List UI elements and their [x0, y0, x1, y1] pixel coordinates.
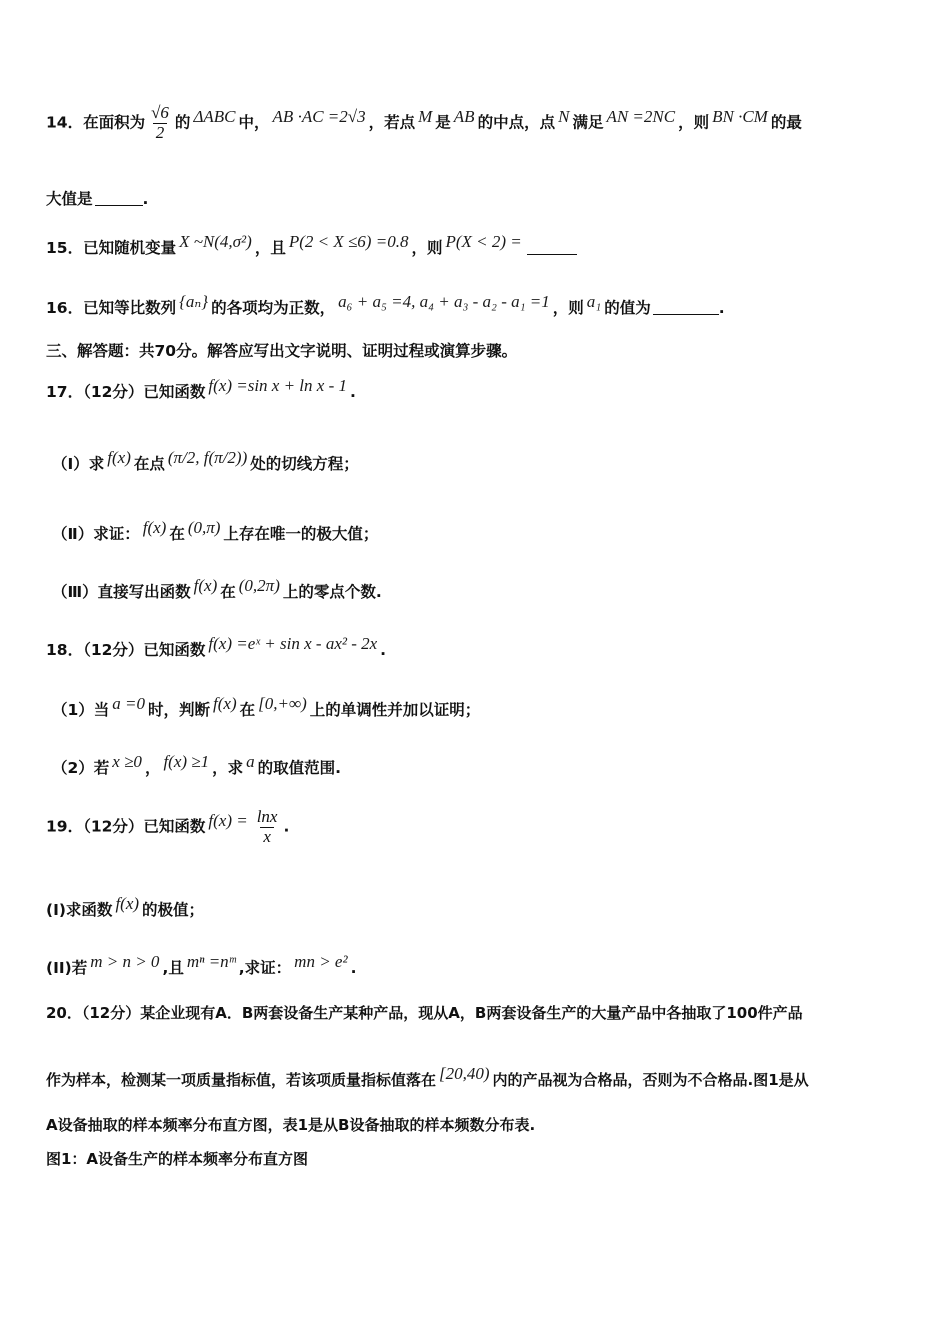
- text: （Ⅱ）求证：: [52, 525, 140, 543]
- figure-caption: 图1：A设备生产的样本频率分布直方图: [46, 1150, 309, 1168]
- q19-stem: [46, 808, 910, 846]
- text: 20．（12分）某企业现有A．B两套设备生产某种产品，现从A，B两套设备生产的大量产品中各抽取了100件产品: [46, 1004, 803, 1022]
- text: 内的产品视为合格品，否则为不合格品.图1是从: [492, 1071, 809, 1089]
- text: 19．（12分）已知函数: [46, 817, 206, 836]
- math: AB: [453, 106, 475, 126]
- q17-part2: [52, 518, 910, 544]
- math: (0,2π): [238, 576, 280, 595]
- math: f(x): [193, 576, 218, 595]
- math: AN =2NC: [606, 106, 676, 126]
- math: f(x): [107, 448, 131, 467]
- math: ΔABC: [193, 106, 236, 126]
- math: P(2 < X ≤6) =0.8: [288, 232, 409, 251]
- math: mn > e²: [294, 952, 348, 971]
- q20-line2: [46, 1064, 910, 1089]
- text: 的中点，点: [477, 113, 556, 132]
- text: .: [142, 190, 149, 208]
- text: (I)求函数: [46, 901, 113, 919]
- text: 上的单调性并加以证明；: [309, 701, 481, 719]
- text: ，求: [212, 759, 244, 777]
- text: 时，判断: [148, 701, 211, 719]
- q17-part3: [52, 576, 910, 602]
- text: ，则: [552, 299, 584, 317]
- math: f(x): [115, 894, 140, 913]
- text: 上的零点个数.: [282, 583, 382, 601]
- math: [0,+∞): [258, 694, 307, 713]
- text: ，且: [254, 239, 286, 257]
- text: 的最: [770, 113, 802, 132]
- q14-fraction: [148, 104, 172, 142]
- text: ，则: [411, 239, 443, 257]
- text: .: [283, 817, 290, 836]
- q19-fraction: [254, 808, 281, 846]
- text: 作为样本，检测某一项质量指标值，若该项质量指标值落在: [46, 1071, 437, 1089]
- math: N: [558, 106, 570, 126]
- text: （1）当: [52, 701, 110, 719]
- text: .: [380, 641, 387, 659]
- text: 大值是: [46, 190, 93, 208]
- answer-blank[interactable]: [653, 299, 719, 315]
- text: ，: [144, 759, 161, 777]
- math: (0,π): [187, 518, 221, 537]
- text: 在点: [133, 455, 165, 473]
- math: f(x): [213, 694, 237, 713]
- q14-line2: [46, 190, 910, 209]
- q20-line3: [46, 1116, 910, 1134]
- text: 处的切线方程；: [250, 455, 359, 473]
- text: 的取值范围.: [257, 759, 342, 777]
- fraction-numerator: lnx: [256, 807, 278, 826]
- q16-line: [46, 292, 910, 318]
- text: 的: [174, 113, 191, 132]
- q15-line: [46, 232, 910, 258]
- text: .: [350, 959, 357, 977]
- answer-blank[interactable]: [95, 190, 143, 206]
- fraction-denominator: 2: [153, 123, 168, 143]
- math: (π/2, f(π/2)): [167, 448, 248, 467]
- math: f(x) =sin x + ln x - 1: [208, 376, 347, 395]
- fraction-numerator: √6: [151, 103, 169, 122]
- math: X ~N(4,σ²): [179, 232, 252, 251]
- q18-part2: [52, 752, 910, 778]
- text: 18．（12分）已知函数: [46, 641, 206, 659]
- text: 的值为: [604, 299, 651, 317]
- math: a₆ + a₅ =4, a₄ + a₃ - a₂ - a₁ =1: [338, 292, 550, 311]
- text: ，则: [678, 113, 710, 132]
- q17-stem: [46, 376, 910, 402]
- text: （Ⅰ）求: [52, 455, 105, 473]
- q19-part2: [46, 952, 910, 978]
- math: a =0: [112, 694, 146, 713]
- answer-blank[interactable]: [527, 239, 577, 255]
- text: (II)若: [46, 959, 88, 977]
- q20-line1: [46, 1004, 910, 1022]
- q20-line4: [46, 1150, 910, 1168]
- section-title: 三、解答题：共70分。解答应写出文字说明、证明过程或演算步骤。: [46, 342, 518, 360]
- q14-line1: [46, 104, 910, 142]
- math: {aₙ}: [179, 292, 209, 311]
- math: m > n > 0: [90, 952, 160, 971]
- math: a₁: [586, 292, 602, 311]
- text: （Ⅲ）直接写出函数: [52, 583, 191, 601]
- text: A设备抽取的样本频率分布直方图，表1是从B设备抽取的样本频数分布表.: [46, 1116, 536, 1134]
- math: [20,40): [439, 1064, 490, 1083]
- text: ，若点: [368, 113, 416, 132]
- math: f(x): [142, 518, 167, 537]
- math: BN ·CM: [712, 106, 768, 126]
- section-3-header: [46, 342, 910, 361]
- text: 14．在面积为: [46, 113, 146, 132]
- math: f(x) =eˣ + sin x - ax² - 2x: [208, 634, 378, 653]
- math: f(x) ≥1: [163, 752, 210, 771]
- q17-part1: [52, 448, 910, 474]
- text: 的极值；: [142, 901, 205, 919]
- text: 17．（12分）已知函数: [46, 383, 206, 401]
- text: 上存在唯一的极大值；: [223, 525, 379, 543]
- fraction-denominator: x: [260, 827, 274, 847]
- math: f(x) =: [208, 810, 248, 830]
- text: 满足: [572, 113, 604, 132]
- text: 在: [220, 583, 236, 601]
- text: 的各项均为正数，: [211, 299, 336, 317]
- q18-stem: [46, 634, 910, 660]
- q19-part1: [46, 894, 910, 920]
- text: 中，: [238, 113, 270, 132]
- text: （2）若: [52, 759, 110, 777]
- math: P(X < 2) =: [445, 232, 522, 251]
- text: ,求证：: [238, 959, 292, 977]
- math: mⁿ =nᵐ: [186, 952, 236, 971]
- text: 16．已知等比数列: [46, 299, 177, 317]
- text: ,且: [162, 959, 184, 977]
- math: AB ·AC =2√3: [272, 106, 366, 126]
- math: a: [246, 752, 255, 771]
- text: 在: [169, 525, 185, 543]
- text: .: [718, 299, 725, 317]
- text: 15．已知随机变量: [46, 239, 177, 257]
- text: 是: [435, 113, 451, 132]
- q18-part1: [52, 694, 910, 720]
- text: 在: [239, 701, 256, 719]
- math: x ≥0: [112, 752, 142, 771]
- text: .: [350, 383, 356, 401]
- math: M: [418, 106, 433, 126]
